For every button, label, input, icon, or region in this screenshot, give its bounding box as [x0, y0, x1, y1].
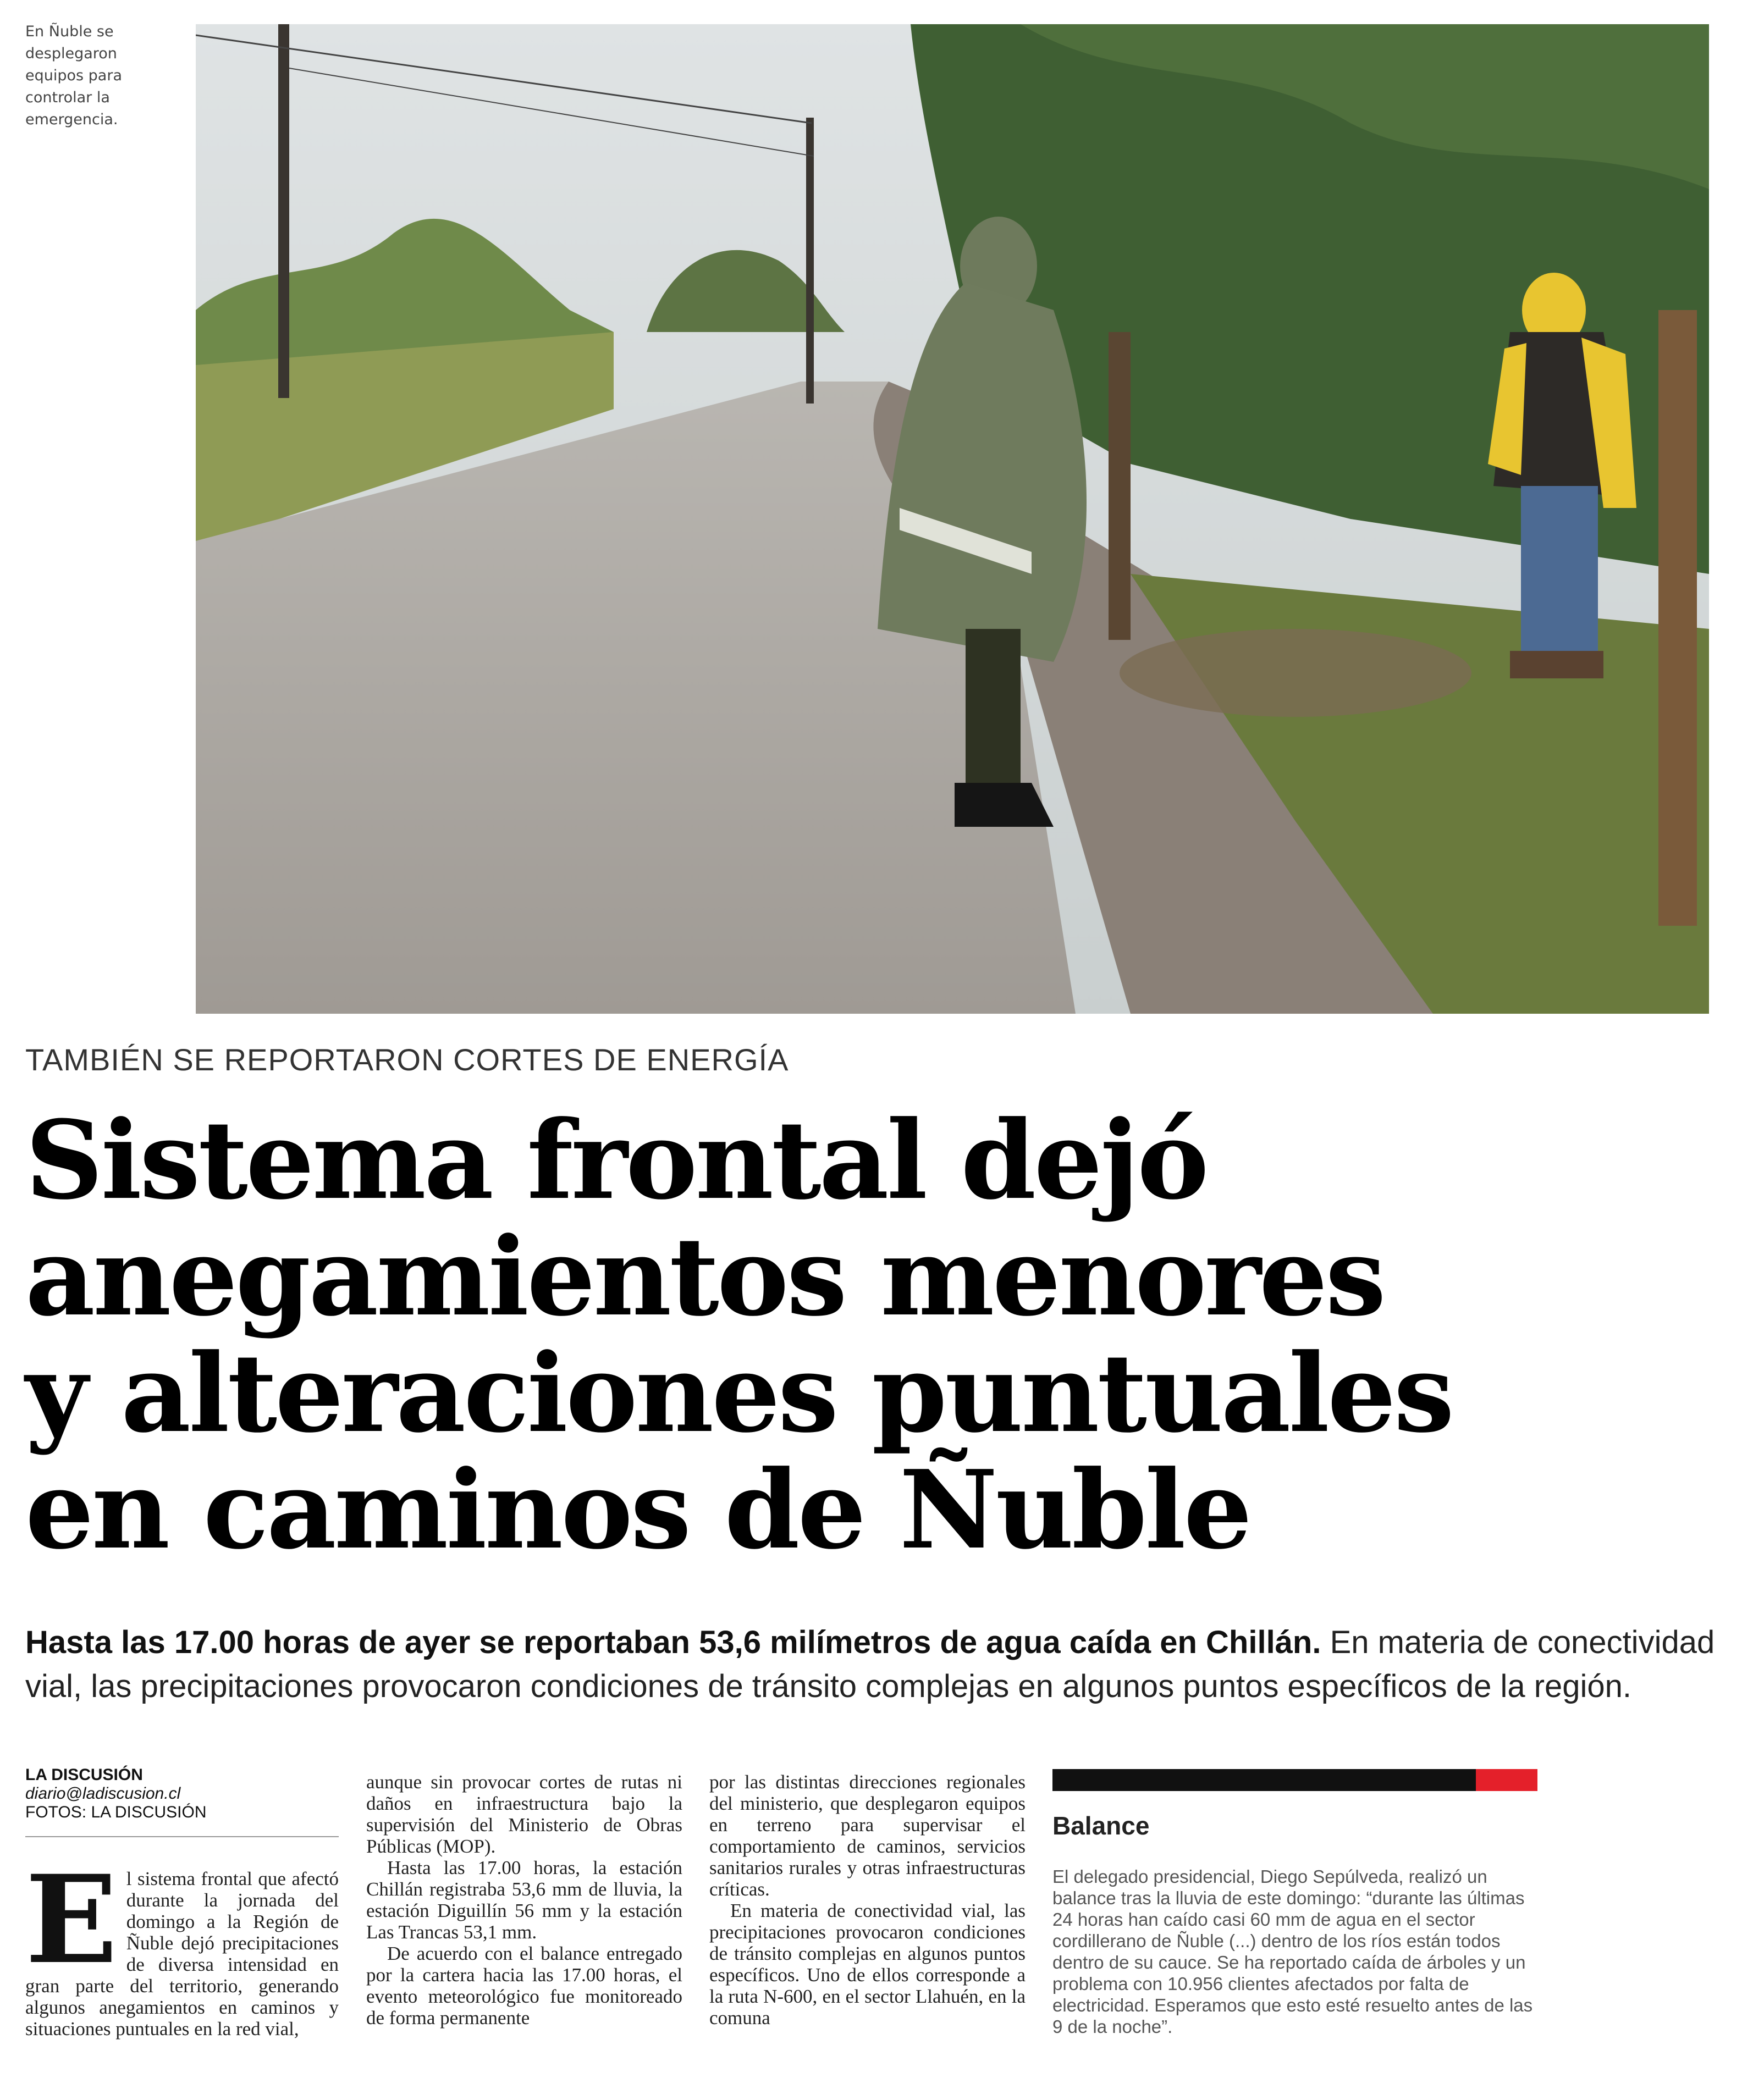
- sidebar-text: El delegado presidencial, Diego Sepúlveda, realizó un balance tras la lluvia de este domingo: “durante las últimas 24 horas han caído casi 60 mm de agua en el sector cordillerano de Ñuble (...) dentro de los ríos están todos dentro de su cauce. Se ha reportado caída de árboles y un problema con 10.956 clientes afectados por falta de electricidad. Esperamos que esto esté resuelto antes de las 9 de la noche”.: [1052, 1866, 1533, 2037]
- body-paragraph: aunque sin provocar cortes de rutas ni daños en infraestructura bajo la supervisión del Ministerio de Obras Públicas (MOP).: [366, 1771, 682, 1857]
- article-photo: [196, 24, 1709, 1014]
- headline-line: Sistema frontal dejó: [25, 1097, 1207, 1224]
- body-paragraph: De acuerdo con el balance entregado por la cartera hacia las 17.00 horas, el evento meteorológico fue monitoreado de forma permanente: [366, 1943, 682, 2029]
- byline-divider: [25, 1836, 339, 1837]
- standfirst-bold: Hasta las 17.00 horas de ayer se reportaban 53,6 milímetros de agua caída en Chillán.: [25, 1624, 1321, 1660]
- headline-line: y alteraciones puntuales: [25, 1330, 1452, 1457]
- standfirst: [25, 1621, 1719, 1709]
- body-paragraph: l sistema frontal que afectó durante la jornada del domingo a la Región de Ñuble dejó precipitaciones de diversa intensidad en gran parte del territorio, generando algunos anegamientos en caminos y situaciones puntuales en la red vial,: [25, 1868, 339, 2040]
- sidebar-bar-accent: [1476, 1769, 1537, 1791]
- byline-author: LA DISCUSIÓN: [25, 1766, 143, 1784]
- body-column-2: [366, 1771, 682, 2029]
- sidebar-bar: [1052, 1769, 1476, 1791]
- standfirst-regular: En materia de conectividad vial, las precipitaciones provocaron condiciones de tránsito complejas en algunos puntos específicos de la región.: [25, 1624, 1715, 1704]
- drop-cap: E: [25, 1848, 118, 1991]
- headline: [25, 1097, 1719, 1573]
- body-column-3: [709, 1771, 1026, 2029]
- byline-email: diario@ladiscusion.cl: [25, 1784, 181, 1803]
- headline-line: en caminos de Ñuble: [25, 1447, 1250, 1573]
- sidebar-title: Balance: [1052, 1811, 1150, 1840]
- byline: [25, 1766, 339, 1822]
- photo-caption: En Ñuble se desplegaron equipos para controlar la emergencia.: [25, 23, 123, 128]
- rainy-road-photo: [196, 24, 1709, 1014]
- body-paragraph: por las distintas direcciones regionales del ministerio, que desplegaron equipos en terreno para supervisar el comportamiento de caminos, servicios sanitarios rurales y otras infraestructuras críticas.: [709, 1771, 1026, 1900]
- kicker: TAMBIÉN SE REPORTARON CORTES DE ENERGÍA: [25, 1042, 789, 1077]
- body-paragraph: Hasta las 17.00 horas, la estación Chillán registraba 53,6 mm de lluvia, la estación Diguillín 56 mm y la estación Las Trancas 53,1 mm.: [366, 1857, 682, 1943]
- byline-photos: FOTOS: LA DISCUSIÓN: [25, 1803, 207, 1821]
- body-paragraph: En materia de conectividad vial, las precipitaciones provocaron condiciones de tránsito complejas en algunos puntos específicos. Uno de ellos corresponde a la ruta N-600, en el sector Llahuén, en la comuna: [709, 1900, 1026, 2029]
- headline-line: anegamientos menores: [25, 1214, 1384, 1340]
- body-column-1: [25, 1848, 339, 2040]
